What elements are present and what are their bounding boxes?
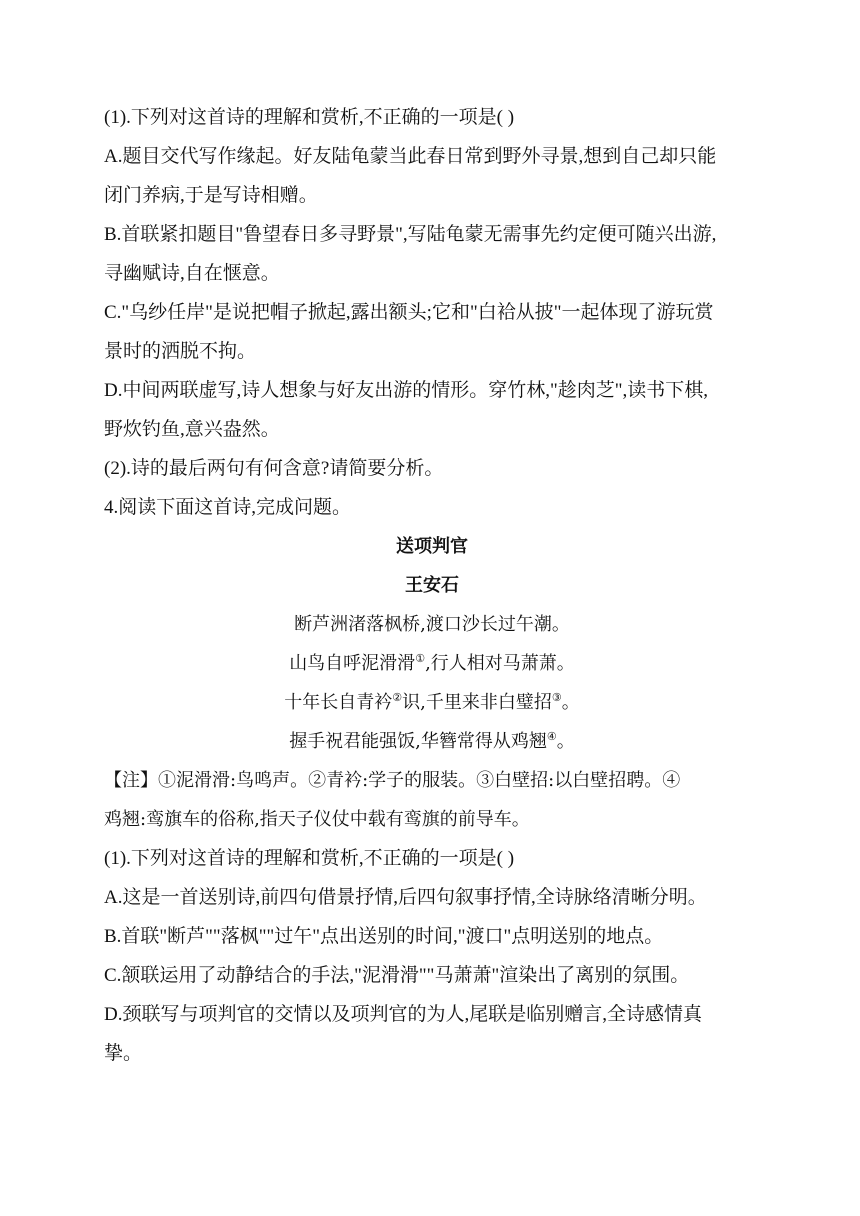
- poem-line-4-text-b: 。: [556, 731, 575, 752]
- q4-option-d-line2: 挚。: [104, 1043, 143, 1064]
- q3-option-b-line2: 寻幽赋诗,自在惬意。: [104, 263, 280, 284]
- q3-sub1-stem: (1).下列对这首诗的理解和赏析,不正确的一项是( ): [104, 107, 515, 128]
- poem-line-3-text-a: 十年长自青衿: [284, 692, 393, 713]
- footnote-mark-3: ③: [551, 691, 562, 704]
- poem-line-3-text-b: 识,千里来非白璧招: [402, 692, 552, 713]
- q4-option-b: B.首联"断芦""落枫""过午"点出送别的时间,"渡口"点明送别的地点。: [104, 926, 664, 947]
- footnote-mark-2: ②: [392, 691, 403, 704]
- poem-line-3-text-c: 。: [561, 692, 580, 713]
- poem-line-1: 断芦洲渚落枫桥,渡口沙长过午潮。: [294, 614, 570, 635]
- q3-option-a-line2: 闭门养病,于是写诗相赠。: [104, 185, 318, 206]
- poem-line-2-text-a: 山鸟自呼泥滑滑: [289, 653, 416, 674]
- q4-sub1-stem: (1).下列对这首诗的理解和赏析,不正确的一项是( ): [104, 848, 515, 869]
- q4-option-c: C.颔联运用了动静结合的手法,"泥滑滑""马萧萧"渲染出了离别的氛围。: [104, 965, 690, 986]
- poem-note-line1: 【注】①泥滑滑:鸟鸣声。②青衿:学子的服装。③白壁招:以白壁招聘。④: [104, 770, 681, 791]
- q3-option-b-line1: B.首联紧扣题目"鲁望春日多寻野景",写陆龟蒙无需事先约定便可随兴出游,: [104, 224, 717, 245]
- q3-option-d-line1: D.中间两联虚写,诗人想象与好友出游的情形。穿竹林,"趁肉芝",读书下棋,: [104, 380, 708, 401]
- q4-option-a: A.这是一首送别诗,前四句借景抒情,后四句叙事抒情,全诗脉络清晰分明。: [104, 887, 707, 908]
- poem-line-2-text-b: ,行人相对马萧萧。: [425, 653, 575, 674]
- poem-note-line2: 鸡翘:鸾旗车的俗称,指天子仪仗中载有鸾旗的前导车。: [104, 809, 530, 830]
- poem-title: 送项判官: [396, 536, 468, 557]
- q4-option-d-line1: D.颈联写与项判官的交情以及项判官的为人,尾联是临别赠言,全诗感情真: [104, 1004, 702, 1025]
- q3-option-c-line2: 景时的洒脱不拘。: [104, 341, 257, 362]
- q4-stem: 4.阅读下面这首诗,完成问题。: [104, 497, 352, 518]
- q3-option-a-line1: A.题目交代写作缘起。好友陆龟蒙当此春日常到野外寻景,想到自己却只能: [104, 146, 717, 167]
- q3-sub2-stem: (2).诗的最后两句有何含意?请简要分析。: [104, 458, 444, 479]
- poem-line-4-text-a: 握手祝君能强饭,华簪常得从鸡翘: [289, 731, 547, 752]
- q3-option-c-line1: C."乌纱任岸"是说把帽子掀起,露出额头;它和"白袷从披"一起体现了游玩赏: [104, 302, 714, 323]
- poem-line-3: [104, 683, 760, 722]
- poem-line-4: [104, 722, 760, 761]
- page-content: [104, 98, 760, 1073]
- q3-option-d-line2: 野炊钓鱼,意兴盎然。: [104, 419, 280, 440]
- footnote-mark-1: ①: [415, 652, 426, 665]
- poem-author: 王安石: [405, 575, 459, 596]
- poem-line-2: [104, 644, 760, 683]
- footnote-mark-4: ④: [546, 730, 557, 743]
